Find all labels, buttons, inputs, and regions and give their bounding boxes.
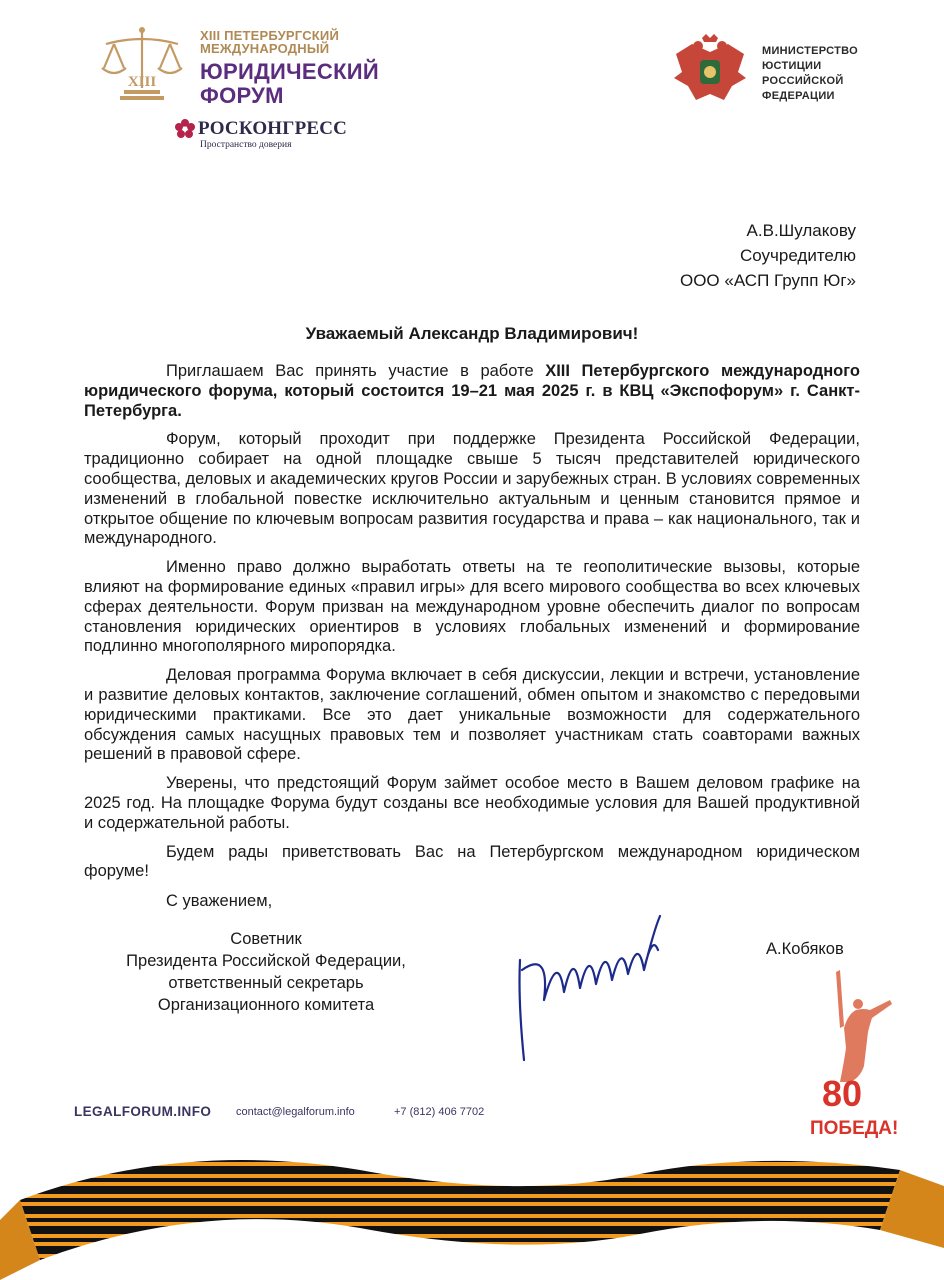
st-george-ribbon-icon bbox=[0, 1130, 944, 1280]
addressee-name: А.В.Шулакову bbox=[746, 221, 856, 240]
scales-of-justice-emblem-icon bbox=[96, 24, 188, 106]
footer-email-link[interactable]: contact@legalforum.info bbox=[236, 1106, 355, 1118]
double-headed-eagle-emblem-icon bbox=[670, 32, 750, 112]
forum-edition: XIII ПЕТЕРБУРГСКИЙ МЕЖДУНАРОДНЫЙ bbox=[200, 28, 340, 56]
letter-body bbox=[84, 362, 860, 891]
ministry-logo bbox=[670, 32, 890, 112]
paragraph-forum-description: Форум, который проходит при поддержке Президента Российской Федерации, традиционно собирает на одной площадке свыше 5 тысяч представителей юридического сообщества, деловых и академических кругов России и зарубежных стран. В условиях современных изменений в глобальной повестке исключительно актуальным и ценным становится прямое и открытое общение по ключевым вопросам развития государства и права – как национального, так и международного. bbox=[84, 430, 860, 548]
roscongress-logo bbox=[174, 116, 374, 152]
paragraph-welcome: Будем рады приветствовать Вас на Петербургском международном юридическом форуме! bbox=[84, 842, 860, 881]
signer-name: А.Кобяков bbox=[766, 940, 844, 958]
addressee-position: Соучредителю bbox=[739, 246, 856, 265]
victory-number: 80 bbox=[822, 1073, 863, 1114]
roscongress-name: РОСКОНГРЕСС bbox=[198, 118, 348, 139]
victory-word: ПОБЕДА! bbox=[810, 1118, 899, 1139]
emblem-numeral: XIII bbox=[127, 74, 157, 90]
closing-regards: С уважением, bbox=[166, 892, 273, 910]
handwritten-signature bbox=[510, 910, 680, 1070]
signer-title: Советник Президента Российской Федерации, ответственный секретарь Организационного комитета bbox=[126, 930, 406, 1014]
footer-website-link[interactable]: LEGALFORUM.INFO bbox=[74, 1104, 212, 1119]
addressee-company: ООО «АСП Групп Юг» bbox=[679, 271, 856, 290]
motherland-statue-icon bbox=[836, 970, 892, 1082]
paragraph-expectations: Уверены, что предстоящий Форум займет особое место в Вашем деловом графике на 2025 год. На площадке Форума будут созданы все необходимые условия для Вашей продуктивной и содержательной работы. bbox=[84, 774, 860, 832]
roscongress-tagline: Пространство доверия bbox=[200, 140, 292, 150]
paragraph-business-program: Деловая программа Форума включает в себя дискуссии, лекции и встречи, установление и развитие деловых контактов, заключение соглашений, обмен опытом и знакомство с передовыми юридическими практиками. Все это дает уникальные возможности для содержательного обсуждения самых насущных правовых тем и позволяет участникам стать соавторами важных решений в правовой сфере. bbox=[84, 666, 860, 764]
greeting: Уважаемый Александр Владимирович! bbox=[305, 324, 639, 343]
addressee-block bbox=[680, 218, 856, 293]
forum-title: ЮРИДИЧЕСКИЙ ФОРУМ bbox=[200, 59, 380, 108]
ministry-name: МИНИСТЕРСТВО ЮСТИЦИИ РОССИЙСКОЙ ФЕДЕРАЦИИ bbox=[762, 45, 858, 102]
forum-logo bbox=[96, 24, 406, 114]
paragraph-geopolitics: Именно право должно выработать ответы на те геополитические вызовы, которые влияют на формирование единых «правил игры» для всего мирового сообщества во всех ключевых сферах деятельности. Форум призван на международном уровне обеспечить диалог по вопросам становления юридических ориентиров в условиях глобальных изменений и формирование подлинно многополярного миропорядка. bbox=[84, 558, 860, 656]
footer-phone: +7 (812) 406 7702 bbox=[394, 1106, 485, 1118]
victory-80-badge bbox=[800, 966, 900, 1146]
paragraph-invitation: Приглашаем Вас принять участие в работе XIII Петербургского международного юридического форума, который состоится 19–21 мая 2025 г. в КВЦ «Экспофорум» г. Санкт-Петербурга. bbox=[84, 362, 860, 420]
roscongress-flower-icon bbox=[174, 118, 196, 140]
